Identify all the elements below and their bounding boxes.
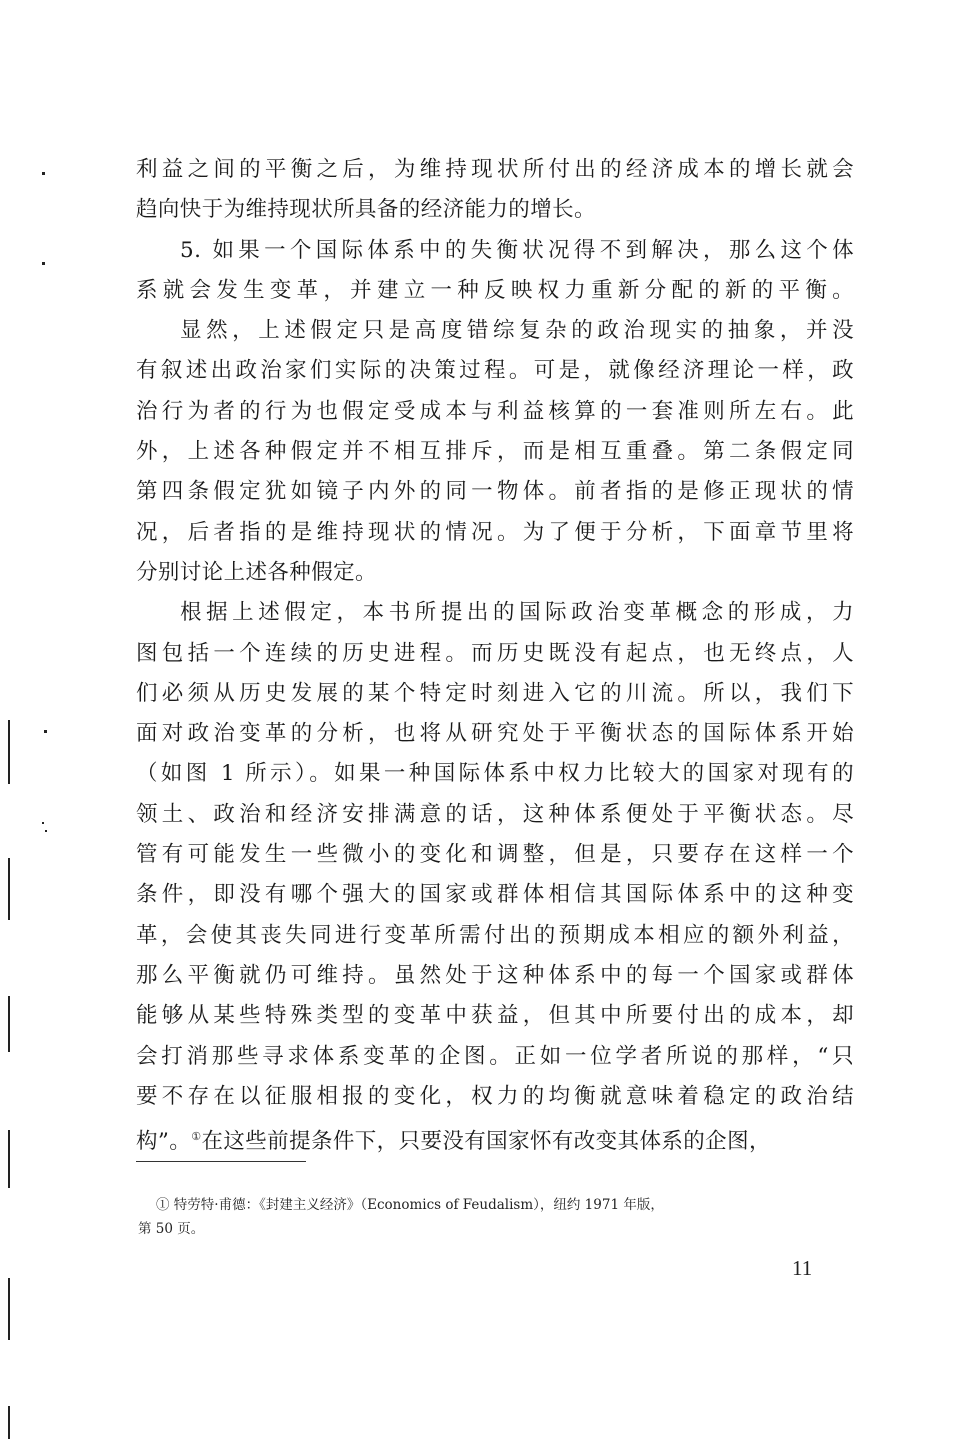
footnote-text: 特劳特·甫德：《封建主义经济》（Economics of Feudalism），纽约 1971 年版， [173,1197,664,1213]
scan-artifact [8,858,10,920]
scan-artifact [8,1278,10,1340]
text-line: 显然，上述假定只是高度错综复杂的政治现实的抽象，并没 [180,318,854,344]
scan-artifact [8,1406,10,1439]
text-line: 根据上述假定，本书所提出的国际政治变革概念的形成，力 [180,600,854,626]
text-line: 5. 如果一个国际体系中的失衡状况得不到解决，那么这个体 [180,237,854,263]
text-line: 第四条假定犹如镜子内外的同一物体。前者指的是修正现状的情 [136,479,854,505]
text-line: 趋向快于为维持现状所具备的经济能力的增长。 [136,197,596,223]
footnote [138,1193,856,1241]
text-line: 治行为者的行为也假定受成本与利益核算的一套准则所左右。此 [136,398,854,424]
text-line: 条件，即没有哪个强大的国家或群体相信其国际体系中的这种变 [136,882,854,908]
text-line-with-footnote [136,1117,854,1157]
body-text [136,150,854,1157]
text-line: 会打消那些寻求体系变革的企图。正如一位学者所说的那样，“只 [136,1043,854,1069]
text-line: 能够从某些特殊类型的变革中获益，但其中所要付出的成本，却 [136,1003,854,1029]
footnote-marker: ① [156,1197,170,1213]
text-line: 那么平衡就仍可维持。虽然处于这种体系中的每一个国家或群体 [136,962,854,988]
text-line: 况，后者指的是维持现状的情况。为了便于分析，下面章节里将 [136,519,854,545]
scan-artifact [42,172,45,175]
text-line: 领土、政治和经济安排满意的话，这种体系便处于平衡状态。尽 [136,801,854,827]
scan-artifact [8,720,10,784]
text-line: 面对政治变革的分析，也将从研究处于平衡状态的国际体系开始 [136,721,854,747]
page-number: 11 [792,1256,813,1280]
scan-artifact [8,1130,10,1188]
scan-artifact [44,730,47,733]
text-line: （如图 1 所示）。如果一种国际体系中权力比较大的国家对现有的 [136,761,854,787]
scan-artifact [42,822,44,824]
footnote-line: 第 50 页。 [138,1221,205,1237]
footnote-ref-marker: ① [191,1130,202,1144]
text-line: 利益之间的平衡之后，为维持现状所付出的经济成本的增长就会 [136,157,854,182]
text-segment: 在这些前提条件下，只要没有国家怀有改变其体系的企图， [201,1129,771,1155]
footnote-line [156,1193,856,1217]
text-line: 管有可能发生一些微小的变化和调整，但是，只要存在这样一个 [136,842,854,868]
scan-artifact [45,830,47,832]
scan-artifact [8,996,10,1052]
text-line: 系就会发生变革，并建立一种反映权力重新分配的新的平衡。 [136,277,854,303]
text-line: 有叙述出政治家们实际的决策过程。可是，就像经济理论一样，政 [136,358,854,384]
text-line: 要不存在以征服相报的变化，权力的均衡就意味着稳定的政治结 [136,1083,854,1109]
text-line: 革，会使其丧失同进行变革所需付出的预期成本相应的额外利益， [136,922,854,948]
text-line: 们必须从历史发展的某个特定时刻进入它的川流。所以，我们下 [136,680,854,706]
scan-artifact [42,262,45,265]
text-line: 分别讨论上述各种假定。 [136,559,377,585]
footnote-separator [136,1161,306,1162]
text-line: 图包括一个连续的历史进程。而历史既没有起点，也无终点，人 [136,640,854,666]
text-segment: 构”。 [136,1129,192,1155]
text-line: 外，上述各种假定并不相互排斥，而是相互重叠。第二条假定同 [136,439,854,465]
